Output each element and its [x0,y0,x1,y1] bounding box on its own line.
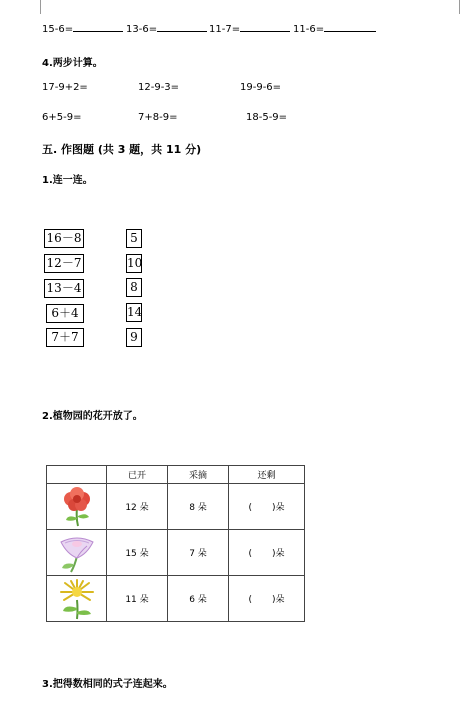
table-row [47,484,305,530]
answer-blank[interactable] [157,22,207,32]
right-number-box[interactable]: 5 [126,229,142,248]
answer-blank[interactable] [324,22,376,32]
picked-count-cell: 6 朵 [168,576,229,622]
flower-cell [47,576,107,622]
picked-count-cell: 7 朵 [168,530,229,576]
remaining-answer-cell[interactable]: ( )朵 [229,530,305,576]
right-number-box[interactable]: 10 [126,254,142,273]
red-flower-icon [59,486,95,528]
open-count-cell: 15 朵 [107,530,168,576]
remaining-answer-cell[interactable]: ( )朵 [229,576,305,622]
open-count-cell: 11 朵 [107,576,168,622]
table-header-cell: 已开 [107,466,168,484]
exercise-item: 6+5-9= [42,112,82,123]
table-row [47,576,305,622]
exercise-item: 11-7= [209,22,290,35]
table-header-cell: 采摘 [168,466,229,484]
right-number-box[interactable]: 8 [126,278,142,297]
exercise-item: 13-6= [126,22,207,35]
exercise-item: 18-5-9= [246,112,288,123]
remaining-answer-cell[interactable]: ( )朵 [229,484,305,530]
flower-cell [47,530,107,576]
table-header-cell: 还剩 [229,466,305,484]
left-expression-box[interactable]: 13－4 [44,279,84,298]
table-header-cell [47,466,107,484]
left-expression-box[interactable]: 6＋4 [46,304,84,323]
table-header-row [47,466,305,484]
crop-mark-left [40,0,41,14]
table-row [47,530,305,576]
answer-blank[interactable] [240,22,290,32]
right-number-box[interactable]: 14 [126,303,142,322]
purple-flower-icon [57,532,97,574]
flower-cell [47,484,107,530]
crop-mark-right [459,0,460,14]
yellow-flower-icon [57,578,97,620]
picked-count-cell: 8 朵 [168,484,229,530]
question-3-title: 3.把得数相同的式子连起来。 [42,679,173,690]
left-expression-box[interactable]: 12－7 [44,254,84,273]
left-expression-box[interactable]: 7＋7 [46,328,84,347]
question-2-title: 2.植物园的花开放了。 [42,411,143,422]
right-number-box[interactable]: 9 [126,328,142,347]
exercise-item: 17-9+2= [42,82,88,93]
answer-blank[interactable] [73,22,123,32]
exercise-item: 7+8-9= [138,112,178,123]
exercise-item: 15-6= [42,22,123,35]
open-count-cell: 12 朵 [107,484,168,530]
exercise-item: 19-9-6= [240,82,282,93]
question-1-title: 1.连一连。 [42,175,93,186]
exercise-item: 12-9-3= [138,82,180,93]
section-heading: 五. 作图题 (共 3 题，共 11 分) [42,143,202,156]
exercise-item: 11-6= [293,22,376,35]
question-4-title: 4.两步计算。 [42,58,103,69]
flower-table [46,465,305,622]
left-expression-box[interactable]: 16－8 [44,229,84,248]
